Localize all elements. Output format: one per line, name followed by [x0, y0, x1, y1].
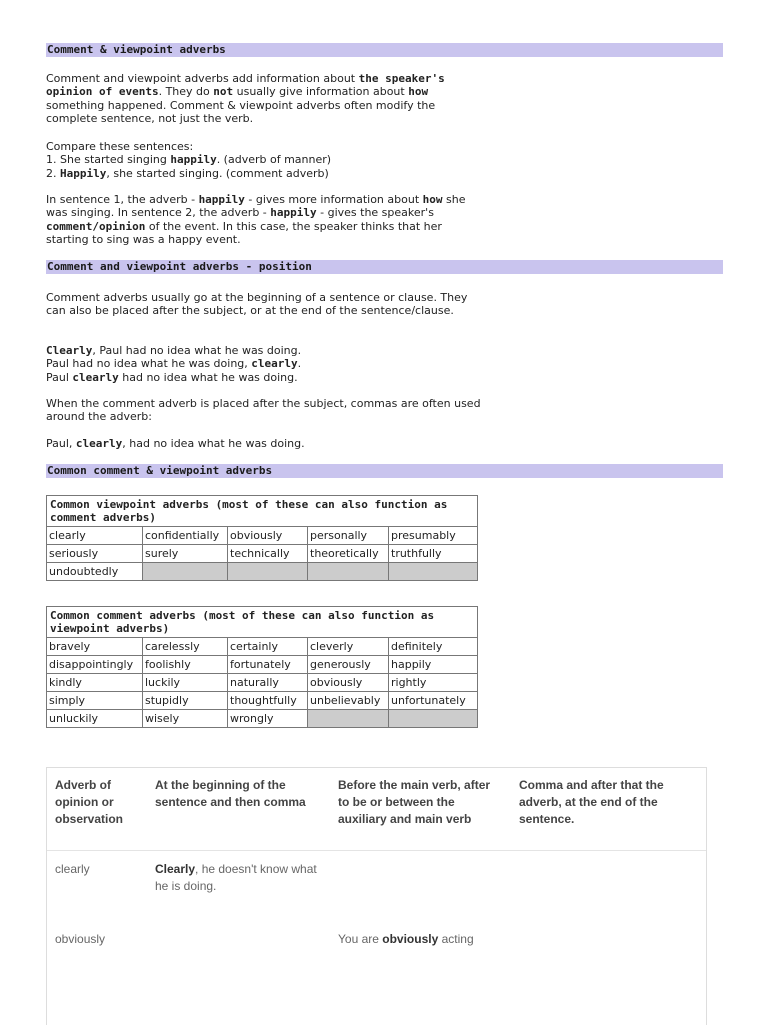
- table-cell: cleverly: [308, 638, 389, 656]
- text: - gives the speaker's: [316, 206, 434, 220]
- table-cell: [330, 921, 511, 991]
- table-row: [47, 527, 478, 545]
- bold-text: happily: [170, 153, 217, 167]
- viewpoint-adverbs-table: [46, 495, 478, 581]
- empty-cell: [389, 563, 478, 581]
- example-line: [46, 344, 486, 357]
- text: You are: [338, 932, 383, 946]
- bold-text: Happily: [60, 166, 107, 180]
- table-cell: happily: [389, 656, 478, 674]
- text: 1. She started singing: [46, 153, 171, 167]
- explanation-paragraph: [46, 193, 486, 246]
- adverb-position-table: [46, 767, 707, 1025]
- table-cell: [511, 851, 706, 921]
- table-cell: personally: [308, 527, 389, 545]
- empty-cell: [308, 710, 389, 728]
- text: Paul,: [46, 437, 76, 450]
- text: Paul: [46, 370, 73, 384]
- text: . (adverb of manner): [216, 153, 332, 167]
- table-row: [47, 545, 478, 563]
- bold-text: happily: [198, 193, 245, 206]
- bold-text: how: [408, 85, 429, 99]
- column-header: Before the main verb, after to be or between the auxiliary and main verb: [338, 778, 491, 826]
- text: In sentence 1, the adverb -: [46, 193, 199, 206]
- table-cell: theoretically: [308, 545, 389, 563]
- text: something happened. Comment & viewpoint adverbs often modify the complete sentence, not just the verb.: [46, 98, 436, 125]
- table-cell: obviously: [55, 932, 106, 946]
- table-row: [47, 851, 706, 921]
- text: had no idea what he was doing.: [118, 370, 298, 384]
- empty-cell: [228, 563, 308, 581]
- table-cell: bravely: [47, 638, 143, 656]
- bold-text: clearly: [251, 357, 298, 371]
- table-cell: presumably: [389, 527, 478, 545]
- table-row: [47, 563, 478, 581]
- position-examples: [46, 344, 486, 384]
- table-cell: unfortunately: [389, 692, 478, 710]
- empty-cell: [389, 710, 478, 728]
- table-row: [47, 921, 706, 991]
- empty-cell: [308, 563, 389, 581]
- bold-text: not: [213, 85, 234, 99]
- text: acting: [438, 932, 474, 946]
- text: Paul had no idea what he was doing,: [46, 357, 252, 371]
- table-cell: wrongly: [228, 710, 308, 728]
- example-line: [46, 371, 486, 384]
- text: , had no idea what he was doing.: [122, 437, 305, 450]
- table-cell: thoughtfully: [228, 692, 308, 710]
- table-cell: rightly: [389, 674, 478, 692]
- table-cell: unluckily: [47, 710, 143, 728]
- example-sentence-2: [46, 167, 486, 180]
- table-title: Common comment adverbs (most of these can also function as viewpoint adverbs): [47, 607, 478, 638]
- column-header: Adverb of opinion or observation: [55, 778, 124, 826]
- table-cell: foolishly: [143, 656, 228, 674]
- table-cell: [147, 851, 330, 921]
- table-cell: [330, 851, 511, 921]
- bold-text: the speaker's opinion of events: [46, 72, 445, 99]
- table-cell: unbelievably: [308, 692, 389, 710]
- text: . They do: [158, 85, 214, 99]
- table-cell: clearly: [47, 527, 143, 545]
- table-header-row: [47, 768, 706, 851]
- text: of the event. In this case, the speaker thinks that her starting to sing was a happy event.: [46, 219, 442, 246]
- table-cell: obviously: [228, 527, 308, 545]
- column-header: At the beginning of the sentence and then comma: [155, 778, 306, 809]
- bold-text: Clearly: [46, 344, 93, 357]
- compare-block: [46, 140, 486, 180]
- text: usually give information about: [233, 85, 409, 99]
- table-title-row: [47, 496, 478, 527]
- table-cell: surely: [143, 545, 228, 563]
- table-row: [47, 638, 478, 656]
- table-cell: naturally: [228, 674, 308, 692]
- text: she was singing. In sentence 2, the adverb -: [46, 193, 466, 220]
- text: - gives more information about: [244, 193, 423, 206]
- section-heading: Common comment & viewpoint adverbs: [46, 464, 723, 478]
- bold-text: happily: [270, 206, 317, 220]
- bold-text: comment/opinion: [46, 219, 146, 233]
- section-heading: Comment and viewpoint adverbs - position: [46, 260, 723, 274]
- table-cell: definitely: [389, 638, 478, 656]
- comment-adverbs-table: [46, 606, 478, 728]
- table-cell: technically: [228, 545, 308, 563]
- column-header: Comma and after that the adverb, at the end of the sentence.: [519, 778, 664, 826]
- example-line: [46, 357, 486, 370]
- section-heading: Comment & viewpoint adverbs: [46, 43, 723, 57]
- bold-text: how: [422, 193, 443, 206]
- text: , Paul had no idea what he was doing.: [92, 344, 302, 357]
- text: , he doesn't know what he is doing.: [155, 862, 317, 893]
- example-line: [46, 437, 486, 450]
- example-sentence-1: [46, 153, 486, 166]
- bold-text: obviously: [382, 932, 439, 946]
- bold-text: clearly: [72, 370, 119, 384]
- table-cell: obviously: [308, 674, 389, 692]
- table-cell: disappointingly: [47, 656, 143, 674]
- table-cell: seriously: [47, 545, 143, 563]
- intro-paragraph: [46, 72, 486, 125]
- table-row: [47, 692, 478, 710]
- table-title: Common viewpoint adverbs (most of these can also function as comment adverbs): [47, 496, 478, 527]
- compare-intro: Compare these sentences:: [46, 140, 194, 153]
- table-cell: fortunately: [228, 656, 308, 674]
- comma-paragraph: When the comment adverb is placed after the subject, commas are often used around the adverb:: [46, 397, 481, 424]
- table-row: [47, 674, 478, 692]
- table-cell: truthfully: [389, 545, 478, 563]
- table-row: [47, 710, 478, 728]
- table-cell: luckily: [143, 674, 228, 692]
- table-cell: [147, 921, 330, 991]
- table-cell: stupidly: [143, 692, 228, 710]
- table-cell: simply: [47, 692, 143, 710]
- text: 2.: [46, 166, 60, 180]
- table-row: [47, 656, 478, 674]
- table-cell: clearly: [55, 862, 90, 876]
- text: , she started singing. (comment adverb): [106, 166, 329, 180]
- position-paragraph: Comment adverbs usually go at the beginning of a sentence or clause. They can also be placed after the subject, or at the end of the sentence/clause.: [46, 291, 468, 318]
- bold-text: Clearly: [155, 862, 196, 876]
- table-cell: [511, 921, 706, 991]
- table-cell: undoubtedly: [47, 563, 143, 581]
- table-cell: wisely: [143, 710, 228, 728]
- table-title-row: [47, 607, 478, 638]
- text: Comment and viewpoint adverbs add information about: [46, 72, 359, 85]
- text: .: [297, 357, 302, 371]
- table-cell: carelessly: [143, 638, 228, 656]
- bold-text: clearly: [75, 437, 123, 450]
- table-cell: confidentially: [143, 527, 228, 545]
- table-cell: kindly: [47, 674, 143, 692]
- empty-cell: [143, 563, 228, 581]
- table-cell: certainly: [228, 638, 308, 656]
- table-cell: generously: [308, 656, 389, 674]
